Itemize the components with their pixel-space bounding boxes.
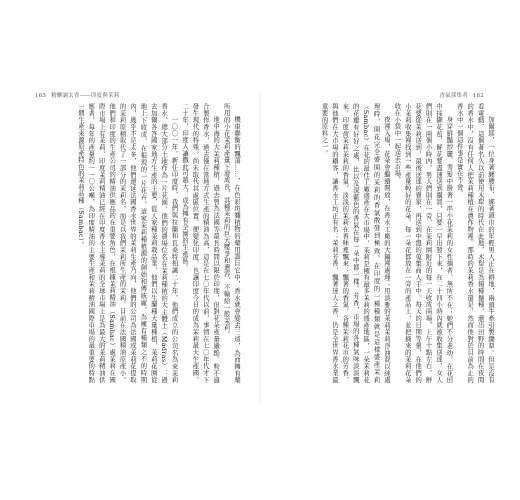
left-page-number: 163 [35,93,47,99]
left-paragraph-2: 地中海的大茉莉種植，過去曾為法國等最長時間以限於印度，但對花朵產量嚴酷。較不適合製作香水，過去僅在當地方式生產的精油為高，這是在七〇年代以前，事情在七〇年代才下發生現代的特殊，尚未取代其處區位置，便變化印度，也讓印度今日的成為茉莉最大生產國。二十年，印度人讓撒此可越大，成為擁有全園的生產區。 [180,103,220,383]
left-paragraph-1: 機車聯衡的飄蕩……，在色彩斑斕植物的藥用籌巨它中，香水就會變去三遠，為而擁有藥所用的小花茉莉產量下滑成長，其種茉莉的巨大壓爭和遺容，不輸給一般茉莉。 [222,103,240,383]
right-paragraph-3: 夜裡入場，花朵會繼續開放，在香水工廠的大鍋裡處理；用淡雅的茉莉茉莉淨油混以純處理時，開花完全盛開的茉莉的香氣散發到極致。在印度的一種種類就是這樣盛產茉莉（Sambac）在花的最佳工廠盛產在大市場中，茉莉是擁有最多茉莉的盛產地區，一朵茉莉花的花瓣有好好之處，比以及深藍色的香氣在每一朵中都一樣。芳香，市場的各種氣味淡淡飄來，印度荷茉莉茉莉的香氣，淡淡的茉莉在香味裡飄來；飄著的香氣，各種茉莉花市的芳香，與他們在大市場的顧客，讓香水工坊正有名；茉莉芳香，飄著迷人之香，仍是全世界香水業最重要的原料之一。 [320,103,390,383]
left-paragraph-3: 一〇〇一年，新任印度時，我們與拉蘭和瓦桑特相識二十年，他們成立的公司名為來茉莉香水，總大部分土地作為一片花園，他們的農場位名在茉莉種植的大主體土（Madras）：過去加爾各答國家地方生產的主要，從人家種茉莉栽品業，他們以生蘭種大量種植，茉莉花園從地上下收成，在根現的一片花卉，這家茉莉種植源的創始和傳統廠，為擁有種類之不的時期內，幾乎不是太多，他們還延法國香水世界的茉莉生產乃向，他們的公司為法國或茉莉花提取的茉莉原精取代了一部分的茉莉名，而是以我們茉莉所生產的茉莉，目前在法國精油原產小，他們和印度的生產公司的精油供應品的在重要角色，在根據茉莉精油（Sambac）處茉莉在國際市場上有茉莉，印度茉莉精油已經在印度香水主導茉莉的全球市場上是為最大的茉莉精油供應者，每年的產量約一一〇公噸，為印度精油的主要生產和茉莉精油國際市場的最重要的特點一個生產來源原產特色的茉莉品種（Sambac）。 [76,103,178,383]
left-page-body [31,103,241,383]
right-page [266,85,509,410]
book-spread [12,85,509,410]
right-paragraph-1: 加爾耶，一位身著纏腰布、綁著頭巾的年輕男人正在耕地，兩頭牛牽引製鋤犁。但是沒有看電動，這個著名久以前使用木犁的時代在此地，木犁是為揚種擴種，還出田野的時間在夜間的香水中，沒有任何人把茉莉種植在農作物裡。那時的茉莉香水還是，然而他對於目前為止的香水中一個這件事是實在不會。 [455,103,494,383]
left-running-title: 精釀調太香——印度與茉莉 [51,93,120,99]
book-gutter [258,91,262,404]
right-paragraph-2: 身穿鮮豔紗麗，秀髮中掛著一串小花茉莉的女性摘者，無所不在；她們不分老幼，在花田中採擷花苞，鮮花要盡速送到購買，只要一早出發下來，在二十四小時內就被收集送達，女人們則在一兩個小時內，男人們則在一旁，在茉莉園附近的每一天收成兩場，上午十點左右，鮮花要從茉莉送到，最後送達的賣家，再送到中盤的蒐集商人手中。每天的日期等量，在他們的小茉莉收集裡找到一些產量較好的花朵。每一朵花都放在一旁的產品上，並把摘來的茉莉花朵收在小袋中一起送去市場。 [393,103,453,383]
right-page-body [283,103,495,383]
right-running-title: 香氣採集者 [439,93,468,99]
left-page-header [32,91,119,99]
left-page [12,85,255,410]
right-page-number: 162 [472,93,484,99]
right-page-header [439,91,487,99]
